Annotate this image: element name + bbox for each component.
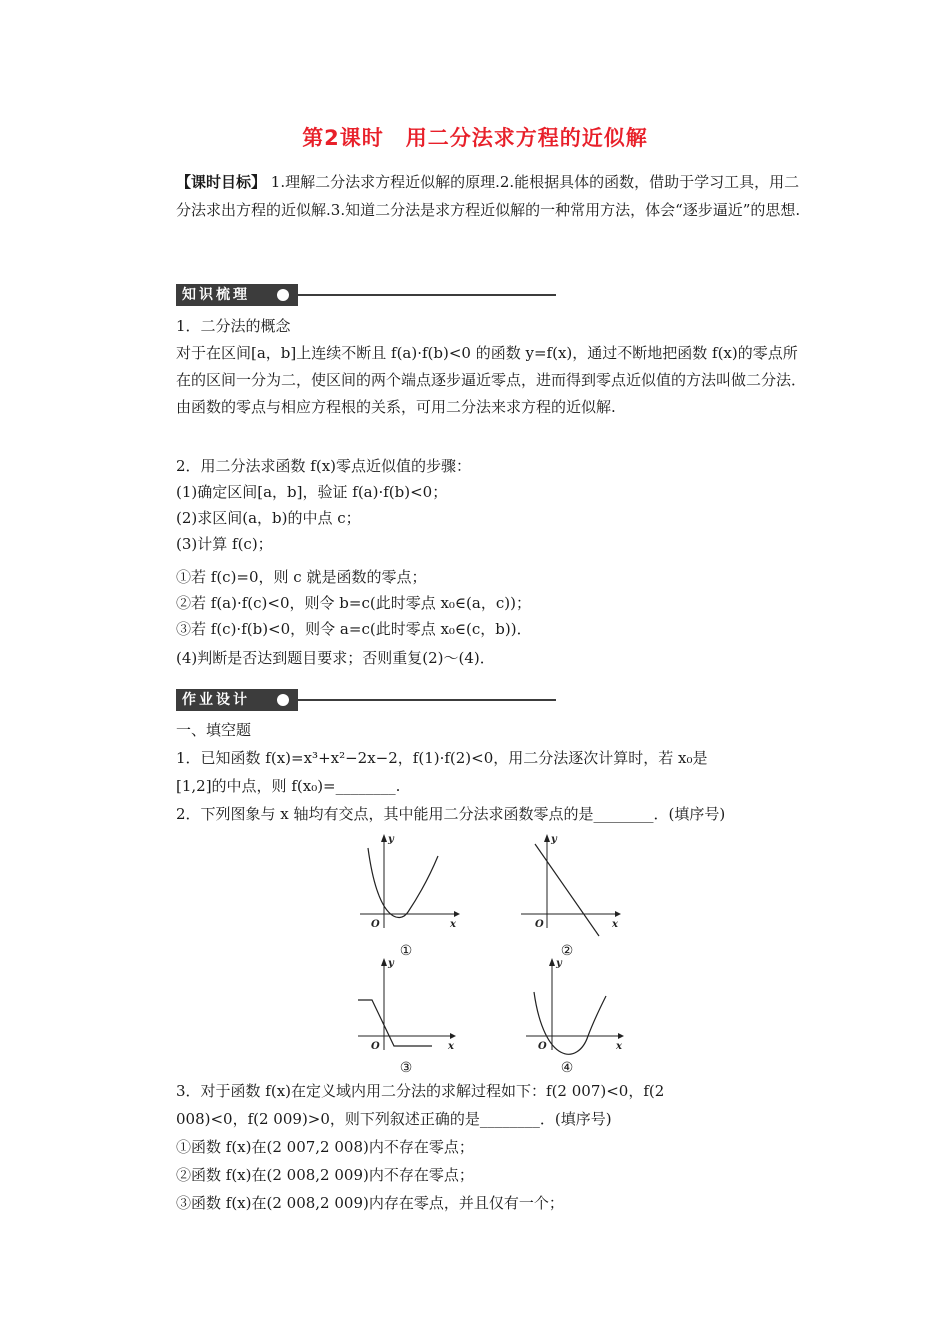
page-title: 第2课时 用二分法求方程的近似解 (302, 126, 648, 150)
graph-3-label: ③ (399, 1060, 413, 1076)
graph-4-origin: O (538, 1041, 547, 1052)
question-3-option: ①函数 f(x)在(2 007,2 008)内不存在零点； (176, 1138, 474, 1156)
graph-3-y-label: y (388, 958, 394, 969)
graph-2-y-label: y (551, 834, 557, 845)
part-heading: 一、填空题 (176, 721, 252, 739)
step-item: ①若 f(c)=0，则 c 就是函数的零点； (176, 568, 427, 586)
graph-4-y-label: y (556, 958, 562, 969)
step-item: (1)确定区间[a，b]，验证 f(a)·f(b)<0； (176, 483, 448, 501)
goals-text: 1.理解二分法求方程近似解的原理.2.能根据具体的函数，借助于学习工具，用二分法求出方程的近似解.3.知道二分法是求方程近似解的一种常用方法，体会“逐步逼近”的思想. (176, 173, 801, 219)
question-3-line-1: 3．对于函数 f(x)在定义域内用二分法的求解过程如下：f(2 007)<0，f(2 (176, 1082, 665, 1100)
step-item: (2)求区间(a，b)的中点 c； (176, 509, 361, 527)
section-homework-label: 作业设计 (176, 689, 298, 711)
graph-2-x-label: x (612, 919, 618, 930)
graph-1 (350, 832, 462, 932)
graph-2-origin: O (535, 919, 544, 930)
question-1-line-1: 1．已知函数 f(x)=x³+x²−2x−2，f(1)·f(2)<0，用二分法逐次计算时，若 x₀是 (176, 749, 708, 767)
graph-2-label: ② (560, 943, 574, 959)
graph-3-x-label: x (448, 1041, 454, 1052)
step-item: (3)计算 f(c)； (176, 535, 273, 553)
graph-1-y-label: y (388, 834, 394, 845)
section-knowledge-label: 知识梳理 (176, 284, 298, 306)
concept-heading: 1．二分法的概念 (176, 317, 291, 335)
graph-1-label: ① (399, 943, 413, 959)
question-3-line-2: 008)<0，f(2 009)>0，则下列叙述正确的是________．(填序号) (176, 1110, 612, 1128)
goals-tag: 【课时目标】 (176, 173, 267, 191)
question-1-line-2: [1,2]的中点，则 f(x₀)=________. (176, 777, 401, 795)
question-3-option: ②函数 f(x)在(2 008,2 009)内不存在零点； (176, 1166, 474, 1184)
graph-3-origin: O (371, 1041, 380, 1052)
section-knowledge-dot (277, 289, 289, 301)
step-item: ②若 f(a)·f(c)<0，则令 b=c(此时零点 x₀∈(a，c))； (176, 594, 531, 612)
graph-4 (520, 956, 632, 1066)
concept-body: 对于在区间[a，b]上连续不断且 f(a)·f(b)<0 的函数 y=f(x)，通过不断地把函数 f(x)的零点所在的区间一分为二，使区间的两个端点逐步逼近零点，进而得到零点近似值的方法叫做二分法．由函数的零点与相应方程根的关系，可用二分法来求方程的近似解. (176, 344, 807, 416)
graph-2 (515, 832, 627, 942)
lesson-goals (176, 168, 808, 224)
graph-3 (350, 956, 462, 1056)
section-knowledge-rule (298, 294, 556, 296)
section-homework-rule (298, 699, 556, 701)
question-3-option: ③函数 f(x)在(2 008,2 009)内存在零点，并且仅有一个； (176, 1194, 564, 1212)
section-homework-dot (277, 694, 289, 706)
question-2: 2．下列图象与 x 轴均有交点，其中能用二分法求函数零点的是________．(填序号) (176, 805, 726, 823)
steps-heading: 2．用二分法求函数 f(x)零点近似值的步骤： (176, 457, 472, 475)
step-item: ③若 f(c)·f(b)<0，则令 a=c(此时零点 x₀∈(c，b))． (176, 620, 532, 638)
graph-4-x-label: x (616, 1041, 622, 1052)
graph-1-x-label: x (450, 919, 456, 930)
graph-1-origin: O (371, 919, 380, 930)
graph-4-label: ④ (560, 1060, 574, 1076)
step-item: (4)判断是否达到题目要求；否则重复(2)～(4)． (176, 649, 495, 667)
